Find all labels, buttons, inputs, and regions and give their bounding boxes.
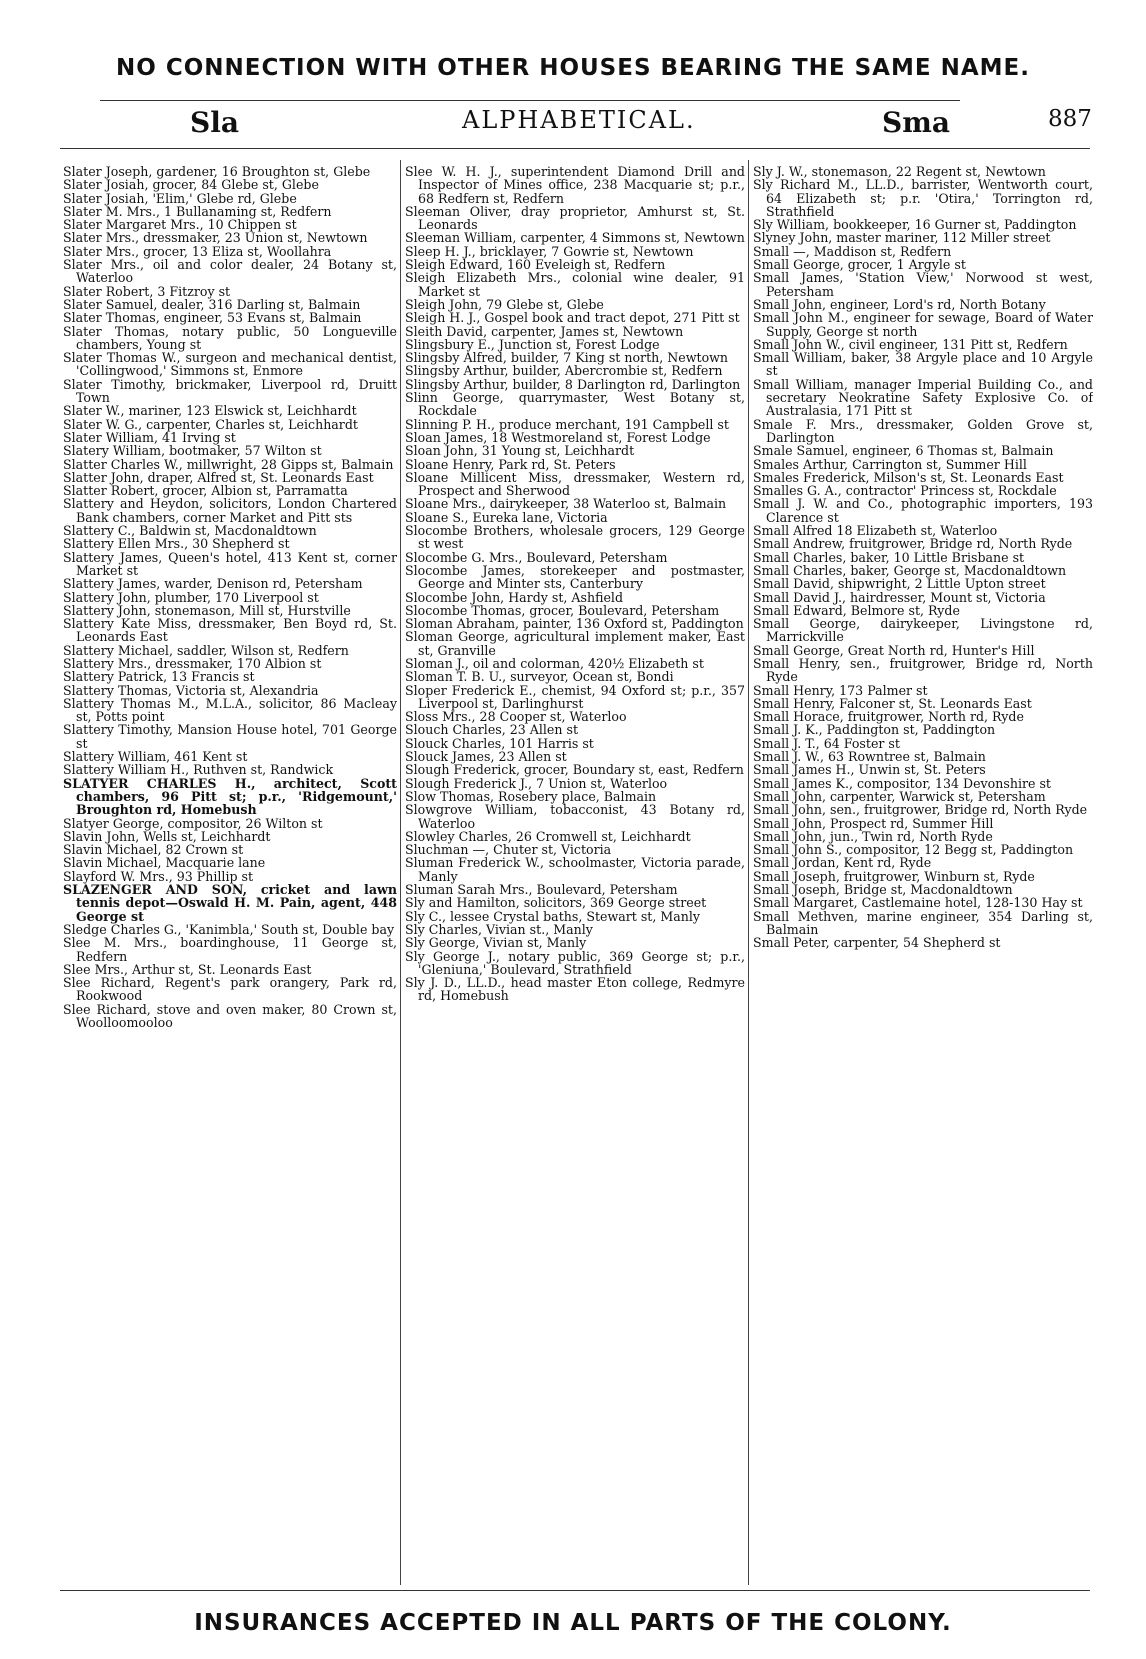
directory-entry: Slough Frederick J., 7 Union st, Waterloo [405, 775, 668, 791]
column-1 [63, 165, 397, 1585]
directory-entry: Sleeman Oliver, dray proprietor, Amhurst st, St. Leonards [405, 203, 745, 233]
directory-entry: Sluchman —, Chuter st, Victoria [405, 842, 612, 858]
directory-entry: Slattery C., Baldwin st, Macdonaldtown [63, 523, 317, 539]
directory-entry: Sly J. D., LL.D., head master Eton college, Redmyre rd, Homebush [405, 975, 745, 1004]
directory-entry: Small Peter, carpenter, 54 Shepherd st [753, 935, 1001, 951]
directory-entry: Sleeman William, carpenter, 4 Simmons st, Newtown [405, 230, 745, 246]
directory-entry: Slatyer George, compositor, 26 Wilton st [63, 815, 323, 831]
directory-entry: Small John, engineer, Lord's rd, North Botany [753, 296, 1046, 312]
directory-entry: Sly George J., notary public, 369 George st; p.r., 'Gleniuna,' Boulevard, Strathfield [405, 948, 745, 977]
directory-entry: Sly William, bookkeeper, 16 Gurner st, Paddington [753, 217, 1077, 233]
directory-entry: Slatter John, draper, Alfred st, St. Leonards East [63, 469, 374, 485]
directory-entry: Sloman T. B. U., surveyor, Ocean st, Bondi [405, 669, 674, 685]
directory-entry: Small John, sen., fruitgrower, Bridge rd, North Ryde [753, 802, 1088, 818]
directory-entry: Small J. T., 64 Foster st [753, 735, 900, 751]
directory-entry: Slouch Charles, 23 Allen st [405, 722, 579, 738]
directory-entry: Slattery Ellen Mrs., 30 Shepherd st [63, 536, 290, 552]
directory-entry: Sly George, Vivian st, Manly [405, 935, 587, 951]
directory-entry: Slater Thomas W., surgeon and mechanical dentist, 'Collingwood,' Simmons st, Enmore [63, 350, 397, 379]
directory-entry: Smalles G. A., contractor' Princess st, Rockdale [753, 483, 1057, 499]
directory-entry: Slavin Michael, Macquarie lane [63, 855, 266, 871]
directory-entry: Small James, 'Station View,' Norwood st west, Petersham [753, 270, 1093, 299]
directory-entry: Slingsby Arthur, builder, Abercrombie st, Redfern [405, 363, 723, 379]
column-divider [400, 160, 401, 1585]
directory-entry: Slingsby Arthur, builder, 8 Darlington rd, Darlington [405, 376, 741, 392]
directory-entry: Sleith David, carpenter, James st, Newtown [405, 323, 684, 339]
column-2 [405, 165, 745, 1585]
directory-entry: Small John W., civil engineer, 131 Pitt st, Redfern [753, 336, 1068, 352]
directory-entry: Small Margaret, Castlemaine hotel, 128-130 Hay st [753, 895, 1083, 911]
bottom-rule [60, 1590, 1090, 1591]
directory-entry: Small George, Great North rd, Hunter's Hill [753, 642, 1035, 658]
directory-entry: Sluman Frederick W., schoolmaster, Victoria parade, Manly [405, 855, 745, 884]
directory-entry: Slowgrove William, tobacconist, 43 Botany rd, Waterloo [405, 802, 745, 831]
directory-entry: Small Henry, 173 Palmer st [753, 682, 928, 698]
directory-entry: Small George, dairykeeper, Livingstone rd, Marrickville [753, 616, 1093, 645]
directory-entry: Small Jordan, Kent rd, Ryde [753, 855, 932, 871]
directory-entry: Slocombe G. Mrs., Boulevard, Petersham [405, 549, 668, 565]
directory-entry: Slater Mrs., dressmaker, 23 Union st, Newtown [63, 230, 368, 246]
directory-entry: Slavin John, Wells st, Leichhardt [63, 828, 271, 844]
directory-entry: Smales Frederick, Milson's st, St. Leonards East [753, 469, 1064, 485]
directory-entry: Sly C., lessee Crystal baths, Stewart st, Manly [405, 908, 701, 924]
directory-entry: Slater Samuel, dealer, 316 Darling st, Balmain [63, 296, 361, 312]
directory-entry: Slater W. G., carpenter, Charles st, Leichhardt [63, 416, 358, 432]
directory-entry: Slavin Michael, 82 Crown st [63, 842, 244, 858]
directory-entry: Slattery Thomas M., M.L.A., solicitor, 86 Macleay st, Potts point [63, 695, 397, 725]
directory-entry: Sleigh H. J., Gospel book and tract depot, 271 Pitt st [405, 310, 740, 326]
directory-entry: SLATYER CHARLES H., architect, Scott chambers, 96 Pitt st; p.r., 'Ridgemount,' Broughton rd, Homebush [63, 775, 397, 818]
directory-entry: Sly Charles, Vivian st., Manly [405, 921, 593, 937]
directory-entry: Small John S., compositor, 12 Begg st, Paddington [753, 842, 1074, 858]
directory-entry: Slatery William, bootmaker, 57 Wilton st [63, 443, 322, 459]
directory-entry: Slatter Charles W., millwright, 28 Gipps st, Balmain [63, 456, 394, 472]
directory-entry: Sledge Charles G., 'Kanimbla,' South st, Double bay [63, 921, 395, 937]
directory-entry: Slee M. Mrs., boardinghouse, 11 George st, Redfern [63, 935, 397, 964]
directory-entry: Smale F. Mrs., dressmaker, Golden Grove st, Darlington [753, 416, 1093, 445]
directory-entry: Small Methven, marine engineer, 354 Darling st, Balmain [753, 908, 1093, 937]
directory-entry: Small Horace, fruitgrower, North rd, Ryde [753, 709, 1024, 725]
directory-entry: Slough Frederick, grocer, Boundary st, east, Redfern [405, 762, 744, 778]
running-head-right: Sma [882, 106, 950, 139]
directory-entry: Slee Mrs., Arthur st, St. Leonards East [63, 961, 312, 977]
directory-entry: Slattery Timothy, Mansion House hotel, 701 George st [63, 722, 397, 751]
directory-entry: Small J. W. and Co., photographic importers, 193 Clarence st [753, 496, 1093, 525]
directory-entry: Sly and Hamilton, solicitors, 369 George street [405, 895, 707, 911]
directory-entry: Slingsbury E., Junction st, Forest Lodge [405, 336, 660, 352]
directory-entry: Slocombe Brothers, wholesale grocers, 129 George st west [405, 523, 745, 552]
directory-entry: Slater Thomas, engineer, 53 Evans st, Balmain [63, 310, 362, 326]
directory-entry: Small John, carpenter, Warwick st, Petersham [753, 788, 1046, 804]
directory-entry: SLAZENGER AND SON, cricket and lawn tennis depot—Oswald H. M. Pain, agent, 448 George st [63, 882, 397, 924]
directory-entry: Smale Samuel, engineer, 6 Thomas st, Balmain [753, 443, 1054, 459]
directory-entry: Slattery Patrick, 13 Francis st [63, 669, 255, 685]
directory-entry: Slattery Kate Miss, dressmaker, Ben Boyd rd, St. Leonards East [63, 616, 397, 645]
directory-entry: Sly J. W., stonemason, 22 Regent st, Newtown [753, 165, 1046, 179]
directory-entry: Sloane S., Eureka lane, Victoria [405, 509, 608, 525]
directory-entry: Slatter Robert, grocer, Albion st, Parramatta [63, 483, 348, 499]
directory-entry: Sloan James, 18 Westmoreland st, Forest Lodge [405, 429, 711, 445]
directory-entry: Slater Mrs., grocer, 13 Eliza st, Woollahra [63, 243, 332, 259]
directory-entry: Small Alfred 18 Elizabeth st, Waterloo [753, 523, 998, 539]
directory-entry: Small James K., compositor, 134 Devonshire st [753, 775, 1051, 791]
directory-entry: Sloane Henry, Park rd, St. Peters [405, 456, 616, 472]
directory-entry: Sloane Millicent Miss, dressmaker, Western rd, Prospect and Sherwood [405, 469, 745, 499]
directory-entry: Slattery William H., Ruthven st, Randwick [63, 762, 334, 778]
directory-entry: Sloman Abraham, painter, 136 Oxford st, Paddington [405, 616, 744, 632]
directory-entry: Slee W. H. J., superintendent Diamond Drill and Inspector of Mines office, 238 Macquarie st; p.r., 68 Redfern st, Redfern [405, 165, 745, 206]
directory-entry: Slocombe James, storekeeper and postmaster, George and Minter sts, Canterbury [405, 562, 745, 592]
directory-entry: Sluman Sarah Mrs., Boulevard, Petersham [405, 882, 678, 898]
directory-entry: Small William, baker, 38 Argyle place and 10 Argyle st [753, 350, 1093, 379]
directory-entry: Slater Timothy, brickmaker, Liverpool rd, Druitt Town [63, 376, 397, 406]
directory-entry: Slattery Thomas, Victoria st, Alexandria [63, 682, 319, 698]
directory-entry: Small George, grocer, 1 Argyle st [753, 257, 966, 273]
directory-entry: Slater Josiah, grocer, 84 Glebe st, Glebe [63, 177, 319, 193]
directory-entry: Small William, manager Imperial Building Co., and secretary Neokratine Safety Explosive Co. of Australasia, 171 Pitt st [753, 376, 1093, 419]
directory-entry: Sloss Mrs., 28 Cooper st, Waterloo [405, 709, 627, 725]
directory-entry: Slinning P. H., produce merchant, 191 Campbell st [405, 416, 729, 432]
directory-entry: Sloan John, 31 Young st, Leichhardt [405, 443, 635, 459]
directory-entry: Sleigh John, 79 Glebe st, Glebe [405, 296, 604, 312]
directory-entry: Slattery James, warder, Denison rd, Petersham [63, 576, 363, 592]
directory-entry: Slattery John, stonemason, Mill st, Hurstville [63, 602, 351, 618]
directory-entry: Slocombe Thomas, grocer, Boulevard, Petersham [405, 602, 720, 618]
directory-entry: Slater W., mariner, 123 Elswick st, Leichhardt [63, 403, 357, 419]
directory-entry: Small Andrew, fruitgrower, Bridge rd, North Ryde [753, 536, 1073, 552]
directory-entry: Small J. K., Paddington st, Paddington [753, 722, 996, 738]
top-column-rule [60, 148, 1090, 149]
directory-entry: Slinn George, quarrymaster, West Botany st, Rockdale [405, 390, 745, 419]
directory-entry: Small John, jun., Twin rd, North Ryde [753, 828, 993, 844]
directory-entry: Small James H., Unwin st, St. Peters [753, 762, 986, 778]
directory-entry: Slattery John, plumber, 170 Liverpool st [63, 589, 319, 605]
directory-entry: Slee Richard, Regent's park orangery, Park rd, Rookwood [63, 975, 397, 1004]
header-rule [100, 100, 960, 101]
directory-entry: Sloman George, agricultural implement maker, East st, Granville [405, 629, 745, 658]
top-banner: NO CONNECTION WITH OTHER HOUSES BEARING THE SAME NAME. [116, 55, 1030, 81]
directory-entry: Slater Thomas, notary public, 50 Longueville chambers, Young st [63, 323, 397, 352]
directory-entry: Slattery James, Queen's hotel, 413 Kent st, corner Market st [63, 549, 397, 578]
directory-entry: Slattery Mrs., dressmaker, 170 Albion st [63, 655, 322, 671]
directory-entry: Small David J., hairdresser, Mount st, Victoria [753, 589, 1046, 605]
directory-entry: Small Joseph, Bridge st, Macdonaldtown [753, 882, 1013, 898]
directory-entry: Slater Mrs., oil and color dealer, 24 Botany st, Waterloo [63, 257, 397, 286]
directory-entry: Slocombe John, Hardy st, Ashfield [405, 589, 624, 605]
directory-entry: Slater Joseph, gardener, 16 Broughton st, Glebe [63, 165, 371, 179]
directory-entry: Slouck James, 23 Allen st [405, 749, 567, 765]
directory-entry: Small David, shipwright, 2 Little Upton street [753, 576, 1046, 592]
directory-entry: Slayford W. Mrs., 93 Phillip st [63, 868, 254, 884]
directory-entry: Slattery and Heydon, solicitors, London Chartered Bank chambers, corner Market and Pitt sts [63, 496, 397, 525]
directory-entry: Sloane Mrs., dairykeeper, 38 Waterloo st, Balmain [405, 496, 727, 512]
directory-entry: Slingsby Alfred, builder, 7 King st north, Newtown [405, 350, 729, 366]
directory-entry: Small Henry, Falconer st, St. Leonards East [753, 695, 1032, 711]
directory-entry: Sly Richard M., LL.D., barrister, Wentworth court, 64 Elizabeth st; p.r. 'Otira,' Torrington rd, Strathfield [753, 177, 1093, 219]
directory-entry: Sleep H. J., bricklayer, 7 Gowrie st, Newtown [405, 243, 694, 259]
bottom-banner: INSURANCES ACCEPTED IN ALL PARTS OF THE COLONY. [194, 1610, 952, 1636]
column-divider [748, 160, 749, 1585]
directory-entry: Small Charles, baker, George st, Macdonaldtown [753, 562, 1067, 578]
directory-entry: Sleigh Elizabeth Mrs., colonial wine dealer, 91 Market st [405, 270, 745, 299]
directory-entry: Sleigh Edward, 160 Eveleigh st, Redfern [405, 257, 666, 273]
directory-entry: Slater Josiah, 'Elim,' Glebe rd, Glebe [63, 190, 297, 206]
directory-entry: Sloper Frederick E., chemist, 94 Oxford st; p.r., 357 Liverpool st, Darlinghurst [405, 682, 745, 711]
directory-entry: Slater Robert, 3 Fitzroy st [63, 283, 231, 299]
directory-entry: Slee Richard, stove and oven maker, 80 Crown st, Woolloomooloo [63, 1001, 397, 1030]
running-head-center: ALPHABETICAL. [462, 106, 696, 134]
directory-entry: Slouck Charles, 101 Harris st [405, 735, 594, 751]
column-3 [753, 165, 1093, 1585]
directory-entry: Slater M. Mrs., 1 Bullanaming st, Redfern [63, 203, 332, 219]
directory-entry: Small —, Maddison st, Redfern [753, 243, 952, 259]
directory-entry: Slyney John, master mariner, 112 Miller street [753, 230, 1051, 246]
page-number: 887 [1048, 106, 1092, 132]
directory-entry: Smales Arthur, Carrington st, Summer Hill [753, 456, 1027, 472]
running-head-left: Sla [190, 106, 239, 139]
directory-entry: Slattery Michael, saddler, Wilson st, Redfern [63, 642, 349, 658]
directory-entry: Slowley Charles, 26 Cromwell st, Leichhardt [405, 828, 691, 844]
directory-entry: Small Joseph, fruitgrower, Winburn st, Ryde [753, 868, 1035, 884]
directory-entry: Small John M., engineer for sewage, Board of Water Supply, George st north [753, 310, 1093, 339]
directory-entry: Sloman J., oil and colorman, 420½ Elizabeth st [405, 655, 704, 671]
directory-entry: Small Henry, sen., fruitgrower, Bridge rd, North Ryde [753, 655, 1093, 685]
directory-entry: Small John, Prospect rd, Summer Hill [753, 815, 994, 831]
directory-entry: Slater Margaret Mrs., 10 Chippen st [63, 217, 297, 233]
directory-entry: Small J. W., 63 Rowntree st, Balmain [753, 749, 986, 765]
directory-entry: Slow Thomas, Rosebery place, Balmain [405, 788, 657, 804]
directory-entry: Slattery William, 461 Kent st [63, 749, 248, 765]
directory-entry: Small Charles, baker, 10 Little Brisbane st [753, 549, 1025, 565]
directory-entry: Slater William, 41 Irving st [63, 429, 236, 445]
directory-entry: Small Edward, Belmore st, Ryde [753, 602, 960, 618]
